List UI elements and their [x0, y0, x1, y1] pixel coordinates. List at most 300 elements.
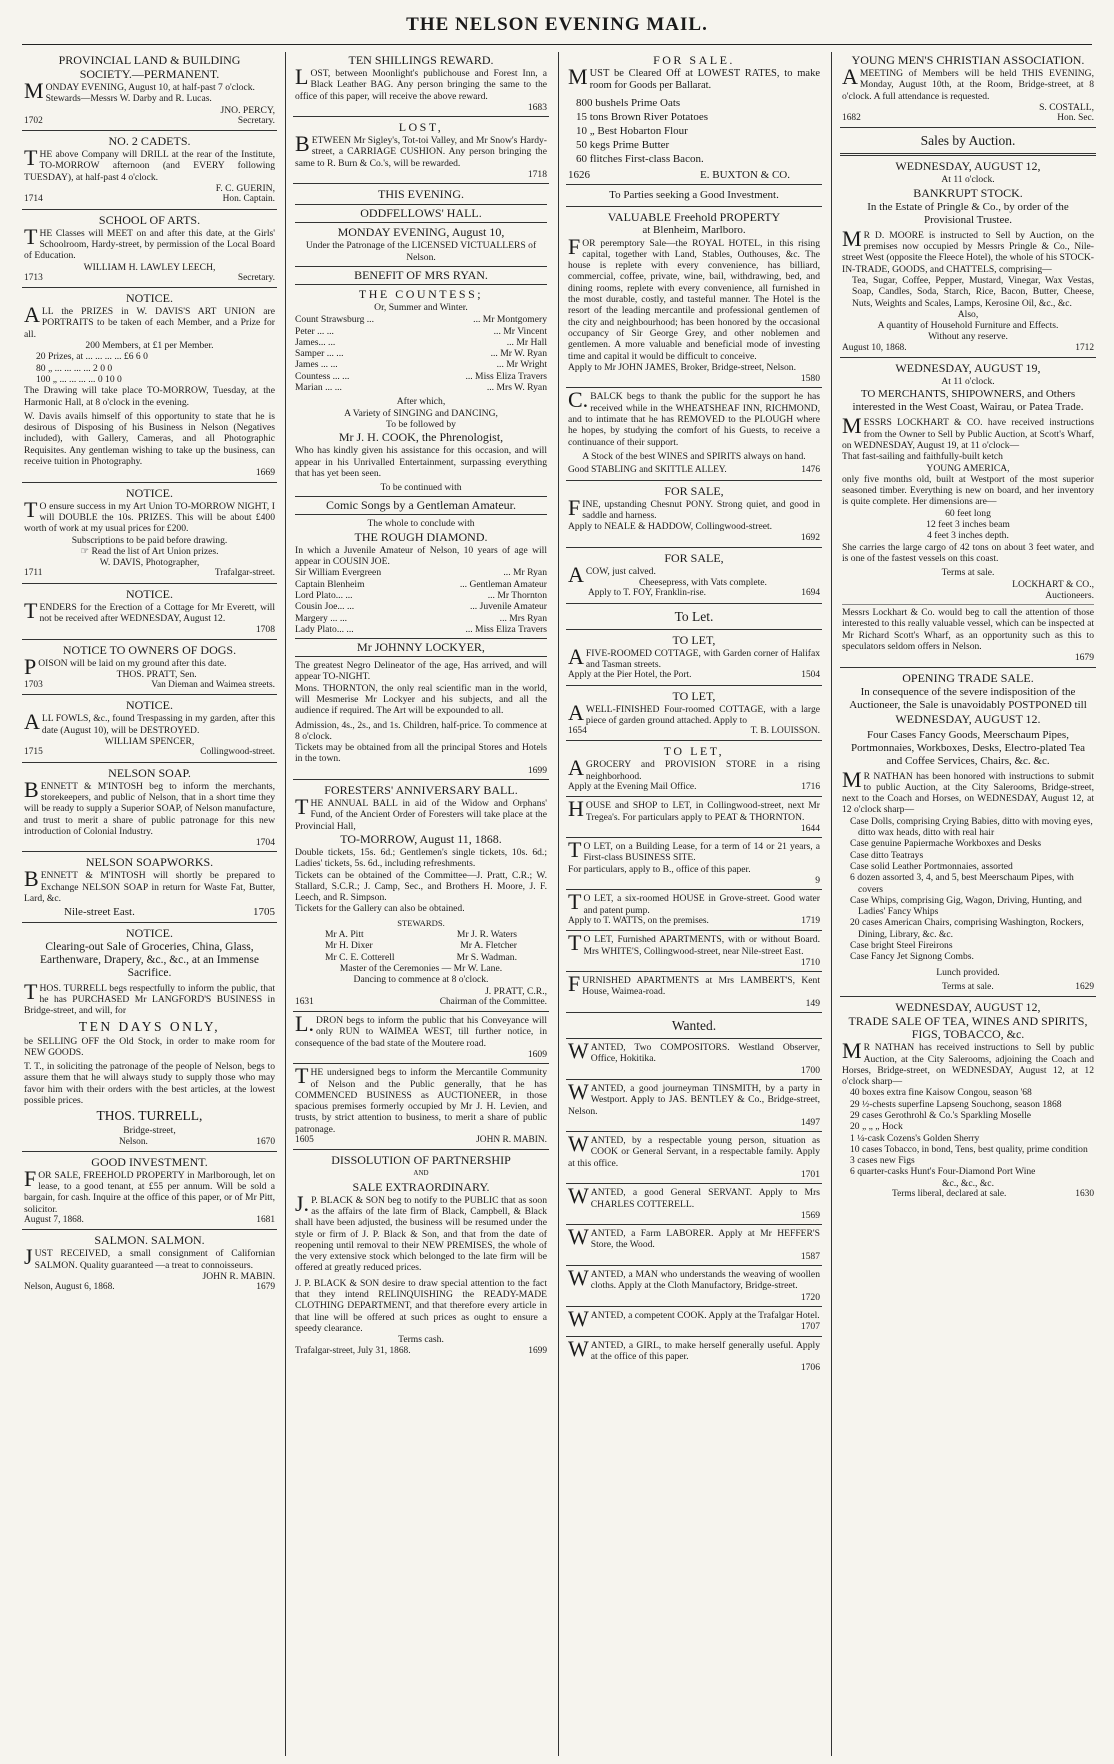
ad-body: WANTED, a GIRL, to make herself generally useful. Apply at the office of this paper. [568, 1335, 820, 1362]
ad-body: Terms at sale. [942, 981, 994, 992]
cast-list [295, 567, 547, 635]
masthead: THE NELSON EVENING MAIL. [406, 14, 708, 35]
cast-actor: ... Mr Vincent [493, 325, 547, 337]
ad-wanted-cook [566, 1305, 822, 1337]
dimension: 12 feet 3 inches beam [926, 519, 1010, 531]
ad-lead: In consequence of the severe indisposition of the Auctioneer, the Sale is unavoidably POSTPONED till [849, 685, 1087, 711]
ad-heading: VALUABLE Freehold PROPERTY [607, 210, 781, 225]
ad-lead: Four Cases Fancy Goods, Meerschaum Pipes, Portmonnaies, Workboxes, Desks, Electro-plated Tea and Coffee Services, Chairs, &c. &c. [850, 728, 1086, 767]
ad-heading: FOR SALE, [664, 483, 724, 498]
ad-heading: Comic Songs by a Gentleman Amateur. [295, 496, 547, 515]
ad-dissolution [293, 1152, 549, 1359]
ad-foresters-ball [293, 782, 549, 1012]
ad-body: MUST be Cleared Off at LOWEST RATES, to make room for Goods per Ballarat. [568, 64, 820, 91]
ad-cottage [566, 632, 822, 686]
ad-body: Master of the Ceremonies — Mr W. Lane. [339, 962, 503, 974]
produce-list [568, 96, 820, 166]
column-4 [840, 52, 1096, 1758]
ad-body: Apply to T. FOY, Franklin-rise. [588, 588, 706, 599]
ad-wanted-cook-servant [566, 1131, 822, 1184]
cast-role: Samper ... ... [295, 348, 344, 360]
ad-footer [24, 1282, 275, 1293]
ad-body: Good STABLING and SKITTLE ALLEY. [568, 465, 727, 476]
cast-role: Margery ... ... [295, 612, 348, 624]
ad-date: August 7, 1868. [24, 1215, 84, 1226]
ad-good-investment [22, 1154, 277, 1230]
ad-footer [24, 907, 275, 918]
cast-actor: ... Mrs Ryan [499, 612, 547, 624]
ad-number: 1702 [24, 115, 43, 126]
ad-number: 1670 [256, 1136, 275, 1147]
ad-footer [842, 982, 1094, 993]
ad-heading: To Parties seeking a Good Investment. [609, 189, 779, 202]
ad-footer [24, 273, 275, 284]
cast-actor: ... Mr W. Ryan [490, 348, 547, 360]
ad-body: THE Classes will MEET on and after this date, at the Girls' Schoolroom, Hardy-street, by permission of the Local Board of Education. [24, 223, 275, 262]
ad-number: 1683 [527, 101, 547, 113]
ad-body: Also, [957, 308, 979, 320]
ad-body: Apply to T. WATTS, on the premises. [568, 915, 709, 926]
goods-item: Case ditto Teatrays [850, 849, 924, 861]
steward: Mr A. Pitt [325, 929, 364, 941]
ad-body: FOR SALE, FREEHOLD PROPERTY in Marlborough, let on lease, to a good tenant, at £55 per annum. Will be sold a bargain, for cash. Inquire at the office of this paper, or of Mr Pitt, solicitor. [24, 1165, 275, 1215]
goods-item: 40 boxes extra fine Kaisow Congou, season '68 [850, 1087, 1032, 1099]
ad-role: Secretary. [237, 272, 275, 283]
cast-actor: ... Mrs W. Ryan [486, 382, 547, 394]
ad-footer [842, 1189, 1094, 1200]
goods-item: Case Fancy Jet Signong Combs. [850, 951, 974, 963]
goods-item: 29 cases Gerothrohl & Co.'s Sparkling Moselle [850, 1110, 1032, 1121]
cast-role: Count Strawsburg ... [295, 314, 374, 326]
ad-heading: LOST, [398, 120, 444, 135]
ad-heading: YOUNG AMERICA, [926, 462, 1010, 474]
ad-heading: GOOD INVESTMENT. [91, 1154, 208, 1169]
goods-item: 3 cases new Figs [850, 1155, 915, 1167]
ad-number: 1710 [800, 956, 820, 968]
ad-body: A quantity of Household Furniture and Effects. [877, 320, 1059, 332]
ad-body: AWELL-FINISHED Four-roomed COTTAGE, with a large piece of garden ground attached. Apply to [568, 699, 820, 726]
ad-number: 1681 [256, 1215, 275, 1226]
cast-actor: ... Miss Eliza Travers [465, 623, 547, 635]
ad-heading: TO LET, [672, 632, 716, 647]
ad-signature: WILLIAM SPENCER, [104, 736, 195, 748]
ad-footer [24, 1137, 275, 1148]
ad-lead: TO MERCHANTS, SHIPOWNERS, and Others interested in the West Coast, Wairau, or Patea Trade. [852, 388, 1084, 414]
ad-number: 1679 [256, 1282, 275, 1293]
ad-footer [842, 113, 1094, 124]
goods-item: 1 ¼-cask Cozens's Golden Sherry [850, 1132, 980, 1144]
ad-body: ALL the PRIZES in W. DAVIS'S ART UNION are PORTRAITS to be taken of each Member, and a Prize for all. [24, 302, 275, 340]
ad-heading: FOR SALE. [653, 53, 735, 67]
ad-number: 1707 [800, 1321, 820, 1333]
ad-body: Apply at the Pier Hotel, the Port. [568, 670, 692, 681]
ad-footer [24, 194, 275, 205]
ad-heading: THIS EVENING. [378, 187, 464, 202]
ad-number: 1711 [24, 568, 43, 579]
ad-oddfellows-hall [293, 186, 549, 780]
ad-lead: In the Estate of Pringle & Co., by order of the Provisional Trustee. [867, 200, 1069, 226]
ad-role: Hon. Sec. [1057, 113, 1094, 124]
ad-footer [295, 1346, 547, 1357]
section-heading: Wanted. [671, 1018, 717, 1034]
ad-number: 1712 [1075, 342, 1094, 353]
ad-body: 200 Members, at £1 per Member. [85, 340, 214, 352]
ad-heading: TO LET, [663, 744, 725, 759]
ad-body: Terms at sale. [941, 567, 995, 579]
column-divider [285, 52, 286, 1756]
cast-role: James ... ... [295, 359, 338, 371]
ad-number: 1714 [24, 194, 43, 205]
ad-number: 9 [815, 875, 820, 887]
ad-heading: NELSON SOAPWORKS. [85, 855, 214, 870]
ad-footer [24, 568, 275, 579]
ad-body: Tickets for the Gallery can also be obtained. [295, 903, 465, 915]
ad-body: MR NATHAN has been honored with instructions to submit to public Auction, at the City Salerooms, Bridge-street, next to the Coach and Horses, on WEDNESDAY, August 12, at 12 o'clock sharp— [842, 766, 1094, 816]
ad-number: 1720 [800, 1291, 820, 1303]
ad-body: In which a Juvenile Amateur of Nelson, 10 years of age will appear in COUSIN JOE. [295, 544, 547, 568]
cast-role: James... ... [295, 336, 336, 348]
ad-art-union-notice [22, 485, 277, 584]
ad-signature: E. BUXTON & CO. [700, 169, 790, 181]
ad-date: Trafalgar-street, July 31, 1868. [295, 1345, 411, 1356]
ad-body: WANTED, a good General SERVANT. Apply to Mrs CHARLES COTTERELL. [568, 1183, 820, 1210]
ad-body: A Stock of the best WINES and SPIRITS always on hand. [582, 450, 806, 462]
ad-heading: TO LET, [672, 688, 716, 703]
ad-role: Van Dieman and Waimea streets. [151, 680, 275, 691]
ad-number: 1569 [800, 1209, 820, 1221]
ad-body: FURNISHED APARTMENTS at Mrs LAMBERT'S, Kent House, Waimea-road. [568, 971, 820, 998]
ad-heading: TO-MORROW, August 11, 1868. [340, 831, 502, 846]
ad-body: MR NATHAN has received instructions to Sell by public Auction, at the City Salerooms, adjoining the Coach and Horses, Bridge-street, on WEDNESDAY, August 12, at 12 o'clock sharp— [842, 1038, 1094, 1088]
ad-body: Admission, 4s., 2s., and 1s. Children, half-price. To commence at 8 o'clock. [295, 719, 547, 742]
ad-wanted-girl [566, 1335, 822, 1377]
ad-number: 1708 [255, 624, 275, 636]
ad-number: 1705 [253, 906, 275, 919]
ad-body: MESSRS LOCKHART & CO. have received instructions from the Owner to Sell by Public Auction, at Scott's Wharf, on WEDNESDAY, August 19, at 11 o'clock— [842, 413, 1094, 451]
ad-body: To be continued with [380, 482, 462, 494]
ad-sub: Or, Summer and Winter. [374, 301, 468, 313]
cast-role: Cousin Joe... ... [295, 601, 355, 613]
ad-sub: AND [413, 1169, 429, 1178]
ad-body: THE above Company will DRILL at the rear of the Institute, TO-MORROW afternoon (and EVERY following TUESDAY), at half-past 4 o'clock. [24, 145, 275, 183]
cast-row [295, 579, 547, 590]
ad-signature: Nelson. [119, 1136, 148, 1147]
ad-sub: At 11 o'clock. [941, 174, 995, 186]
ad-number: 1654 [568, 726, 587, 737]
cast-row [295, 348, 547, 359]
ad-role: Chairman of the Committee. [439, 996, 547, 1007]
cast-row [295, 382, 547, 393]
ad-body: Tea, Sugar, Coffee, Pepper, Mustard, Vinegar, Wax Vestas, Soap, Candles, Soda, Starch, Rice, Bacon, Butter, Cheese, Nuts, Weights and Scales, Lamps, Kerosine Oil, &c., &c. [852, 274, 1094, 309]
ad-grove-street [566, 889, 822, 931]
ad-heading: WEDNESDAY, AUGUST 12, [895, 159, 1041, 174]
ad-heading: NOTICE. [126, 698, 173, 713]
ad-body: ACOW, just calved. [568, 561, 656, 587]
ad-body: Dancing to commence at 8 o'clock. [353, 974, 489, 986]
ad-body: WANTED, a competent COOK. Apply at the Trafalgar Hotel. [568, 1305, 820, 1331]
ad-body: AFIVE-ROOMED COTTAGE, with Garden corner of Halifax and Tasman streets. [568, 643, 820, 670]
ad-wanted-servant [566, 1183, 822, 1225]
ad-number: 1587 [800, 1250, 820, 1262]
ad-body: Tickets can be obtained of the Committee—J. Pratt, C.R.; W. Stallard, S.C.R.; J. Camp, Sec., and Brothers H. Moore, J. F. Leech, and R. Simpson. [295, 869, 547, 904]
ad-date: Nelson, August 6, 1868. [24, 1282, 115, 1293]
ad-number: 1692 [800, 532, 820, 544]
ad-sub: At 11 o'clock. [941, 376, 995, 388]
produce-item: 10 „ Best Hobarton Flour [576, 125, 688, 137]
ad-fowls [22, 697, 277, 762]
ad-body: TO ensure success in my Art Union TO-MORROW NIGHT, I will DOUBLE the 10s. PRIZES. This will be about £400 worth of work at my usual prices for £200. [24, 496, 275, 535]
ad-body: &c., &c., &c. [942, 1177, 994, 1189]
ad-heading: TRADE SALE OF TEA, WINES AND SPIRITS, FIGS, TOBACCO, &c. [848, 1014, 1088, 1042]
ad-body: WANTED, a Farm LABORER. Apply at Mr HEFFER'S Store, the Wood. [568, 1224, 820, 1251]
cast-role: Lord Plato... ... [295, 589, 353, 601]
cast-role: Peter ... ... [295, 325, 334, 337]
ad-wanted-laborer [566, 1224, 822, 1266]
ad-number: 1715 [24, 747, 43, 758]
ad-body: J.P. BLACK & SON beg to notify to the PUBLIC that as soon as the affairs of the late firm of Black, Campbell, & Black shall have been adjusted, the business will be resumed under the style or firm of J. P. Black & Son, and that from the date of reopening until removal to their NEW PREMISES, the whole of the very extensive stock which belonged to the late firm will be offered at greatly reduced prices. [295, 1190, 547, 1274]
ad-heading: SALMON. SALMON. [94, 1233, 205, 1248]
ad-wanted-compositors [566, 1038, 822, 1080]
steward: Mr S. Wadman. [456, 951, 517, 963]
ad-signature: JOHN R. MABIN. [476, 1135, 547, 1146]
ad-body: Lunch provided. [936, 966, 1000, 978]
ad-body: only five months old, built at Westport of the most superior seasoned timber. Everything is new on board, and her inventory is quite complete. Her dimensions are— [842, 473, 1094, 508]
ad-body: Apply to Mr JOHN JAMES, Broker, Bridge-street, Nelson. [568, 361, 796, 373]
ad-body: BENNETT & M'INTOSH beg to inform the merchants, storekeepers, and public of Nelson, that in a short time they will be ready to supply a Superior SOAP, of Nelson manufacture, and trust to merit a share of public patronage for this new introduction of Colonial Industry. [24, 776, 275, 837]
ad-body: FINE, upstanding Chesnut PONY. Strong quiet, and good in saddle and harness. [568, 494, 820, 521]
ad-body: Apply to NEALE & HADDOW, Collingwood-street. [568, 521, 773, 533]
goods-item: 10 cases Tobacco, in bond, Tens, best quality, prime condition [850, 1143, 1088, 1155]
ad-body: ☞ Read the list of Art Union prizes. [80, 545, 219, 557]
cast-row [295, 359, 547, 370]
ad-bankrupt-stock [840, 158, 1096, 358]
goods-item: Case genuine Papiermache Workboxes and Desks [850, 838, 1042, 850]
ad-heading: THE COUNTESS; [358, 286, 484, 301]
ad-signature: Nile-street East. [64, 906, 135, 919]
prize-row: 80 „ ... ... ... ... 2 0 0 [36, 362, 113, 374]
ad-body: BETWEEN Mr Sigley's, Tot-toi Valley, and Mr Snow's Hardy-street, a CARRIAGE CUSHION. Any person bringing the same to R. Burn & Co.'s, will be rewarded. [295, 131, 547, 169]
ad-heading: OPENING TRADE SALE. [902, 670, 1034, 685]
ad-clearing-sale [22, 925, 277, 1152]
column-2 [293, 52, 549, 1758]
produce-item: 50 kegs Prime Butter [576, 139, 670, 151]
ad-signature: T. B. LOUISSON. [750, 726, 820, 737]
ad-number: 1669 [255, 467, 275, 479]
ad-signature: J. PRATT, C.R., [485, 985, 547, 997]
ad-body: WANTED, a good journeyman TINSMITH, by a party in Westport. Apply to JAS. BENTLEY & Co., Bridge-street, Nelson. [568, 1078, 820, 1117]
ad-body: POISON will be laid on my ground after this date. [24, 653, 227, 679]
ad-footer [568, 782, 820, 793]
ad-footer [568, 465, 820, 476]
steward: Mr A. Fletcher [460, 940, 517, 952]
ad-heading: NOTICE TO OWNERS OF DOGS. [62, 642, 237, 657]
ad-wanted-weaver [566, 1265, 822, 1307]
ad-heading: THE ROUGH DIAMOND. [354, 529, 488, 544]
ad-signature: W. DAVIS, Photographer, [99, 557, 200, 569]
section-to-let [566, 606, 822, 630]
ad-body: MR D. MOORE is instructed to Sell by Auction, on the premises now occupied by Messrs Pringle & Co., Nile-street West (opposite the Fleece Hotel), the whole of his STOCK-IN-TRADE, GOODS, and CHATTELS, comprising— [842, 225, 1094, 275]
ad-number: 1682 [842, 113, 861, 124]
ad-number: 1504 [801, 670, 820, 681]
cast-actor: ... Mr Hall [506, 336, 547, 348]
ad-for-sale-produce [566, 52, 822, 185]
goods-item: 6 dozen assorted 3, 4, and 5, best Meerschaum Pipes, with covers [850, 872, 1074, 895]
ad-footer [295, 997, 547, 1008]
ad-body: be SELLING OFF the Old Stock, in order to make room for NEW GOODS. [24, 1035, 275, 1058]
ad-young-america [840, 360, 1096, 668]
cast-list [295, 314, 547, 393]
ad-signature: JOHN R. MABIN. [202, 1270, 275, 1282]
ad-role: Collingwood-street. [200, 747, 275, 758]
ad-body: Terms cash. [398, 1334, 444, 1346]
ad-body: AGROCERY and PROVISION STORE in a rising neighborhood. [568, 755, 820, 782]
ad-body: For particulars, apply to B., office of this paper. [568, 863, 751, 875]
goods-list [842, 816, 1094, 963]
ad-number: 1700 [800, 1064, 820, 1076]
ad-body: T. T., in soliciting the patronage of the people of Nelson, begs to assure them that he will always study to supply those who may favor him with their orders with the best articles, at the lowest possible prices. [24, 1061, 275, 1106]
column-1 [22, 52, 277, 1758]
ad-heading: NELSON SOAP. [108, 765, 191, 780]
ad-art-union [22, 290, 277, 482]
ad-number: 1626 [568, 169, 590, 181]
ad-body: W. Davis avails himself of this opportunity to state that he is desirous of Disposing of his Business in Nelson (Negatives included), with Gallery, Cameras, and all Photographic Requisites. Any gentleman wishing to take up the business, can receive tuition in Photography. [24, 410, 275, 468]
ad-body: WANTED, by a respectable young person, situation as COOK or General Servant, in a respectable family. Apply at this office. [568, 1131, 820, 1169]
ad-cadets [22, 133, 277, 209]
ad-lead: Clearing-out Sale of Groceries, China, Glass, Earthenware, Drapery, &c., &c., at an Immense Sacrifice. [40, 940, 259, 979]
ad-body: After which, [396, 396, 446, 408]
ad-body: A Variety of SINGING and DANCING, [344, 407, 498, 419]
ad-footer [24, 747, 275, 758]
ad-date: August 10, 1868. [842, 342, 907, 353]
ad-footer [568, 916, 820, 927]
ad-footer [24, 1215, 275, 1226]
ad-house-shop [566, 796, 822, 838]
ad-footer [568, 588, 820, 599]
ad-opening-trade-sale [840, 670, 1096, 998]
ad-body: Subscriptions to be paid before drawing. [71, 534, 228, 546]
ad-tea-sale [840, 999, 1096, 1203]
ad-heading: SCHOOL OF ARTS. [98, 212, 201, 227]
ad-heading: NOTICE. [126, 925, 173, 940]
goods-item: 29 ½-chests superfine Lapseng Souchong, season 1868 [850, 1098, 1062, 1110]
ad-number: 1476 [801, 465, 820, 476]
ad-body: Under the Patronage of the LICENSED VICTUALLERS of Nelson. [305, 240, 537, 263]
section-heading: Sales by Auction. [920, 133, 1016, 149]
ad-parties [566, 187, 822, 207]
ad-number: 1631 [295, 996, 314, 1007]
ad-number: 1580 [800, 373, 820, 385]
goods-item: 20 „ „ „ Hock [850, 1121, 903, 1133]
ad-body: L.DRON begs to inform the public that his Conveyance will only RUN to WAIMEA WEST, till further notice, in consequence of the bad state of the Moutere road. [295, 1011, 547, 1049]
ad-grocery-store [566, 743, 822, 797]
cast-row [295, 326, 547, 337]
ad-heading: ODDFELLOWS' HALL. [295, 204, 547, 223]
ad-body: JUST RECEIVED, a small consignment of Californian SALMON. Quality guaranteed —a treat to connoisseurs. [24, 1244, 275, 1271]
ad-number: 1716 [801, 781, 820, 792]
ad-body: THE ANNUAL BALL in aid of the Widow and Orphans' Fund, of the Ancient Order of Foresters will take place at the Provincial Hall, [295, 794, 547, 832]
ad-number: 1497 [800, 1116, 820, 1128]
ad-number: 1679 [1074, 652, 1094, 664]
cast-actor: ... Miss Eliza Travers [465, 370, 547, 382]
ad-body: The Drawing will take place TO-MORROW, Tuesday, at the Harmonic Hall, at 8 o'clock in the evening. [24, 385, 275, 408]
produce-item: 15 tons Brown River Potatoes [576, 111, 708, 123]
section-heading: To Let. [674, 608, 714, 624]
ad-signature: THOS. PRATT, Sen. [116, 668, 197, 680]
ad-heading: BANKRUPT STOCK. [913, 185, 1023, 200]
ad-signature: WILLIAM H. LAWLEY LEECH, [83, 261, 216, 273]
ad-footer [568, 726, 820, 737]
ad-heading: TEN SHILLINGS REWARD. [348, 53, 494, 67]
ad-lost [293, 119, 549, 184]
column-divider [558, 52, 559, 1756]
steward: Mr J. R. Waters [456, 929, 517, 941]
ad-body: The greatest Negro Delineator of the age, Has arrived, and will appear TO-NIGHT. [295, 660, 547, 683]
ad-body: THE undersigned begs to inform the Mercantile Community of Nelson and the Public generally, that he has COMMENCED BUSINESS as AUCTIONEER, in those spacious premises formerly occupied by Mr J. H. Levien, and trusts, by strict attention to business, to merit a share of public patronage. [295, 1063, 547, 1135]
section-sales-by-auction [840, 130, 1096, 156]
ad-body: Double tickets, 15s. 6d.; Gentlemen's single tickets, 10s. 6d.; Ladies' tickets, 5s. 6d., including refreshments. [295, 846, 547, 870]
dimension: 4 feet 3 inches depth. [927, 530, 1009, 542]
ad-role: Secretary. [237, 115, 275, 126]
ad-body: That fast-sailing and faithfully-built ketch [842, 451, 1003, 463]
masthead-rule [22, 44, 1092, 45]
ad-body: She carries the large cargo of 42 tons on about 3 feet water, and is one of the fastest vessels on this coast. [842, 541, 1094, 564]
ad-cow [566, 550, 822, 604]
ad-number: 1701 [800, 1169, 820, 1180]
ad-number: 1713 [24, 272, 43, 283]
ad-body: TO LET, a six-roomed HOUSE in Grove-street. Good water and patent pump. [568, 889, 820, 916]
ad-signature: LOCKHART & CO., [1012, 578, 1094, 590]
ad-signature: F. C. GUERIN, [215, 183, 275, 195]
ad-heading: NOTICE. [126, 586, 173, 601]
ad-heading: WEDNESDAY, AUGUST 19, [895, 361, 1041, 376]
ad-heading: FORESTERS' ANNIVERSARY BALL. [324, 783, 518, 798]
ad-dogs [22, 642, 277, 696]
ad-number: 1719 [801, 915, 820, 926]
ad-number: 1699 [528, 1345, 547, 1356]
steward-row [295, 929, 547, 940]
ad-body: TO LET, Furnished APARTMENTS, with or without Board. Mrs WHITE'S, Collingwood-street, near Nile-street East. [568, 930, 820, 957]
prize-row: 20 Prizes, at ... ... ... ... £6 6 0 [36, 351, 148, 363]
ad-heading: WEDNESDAY, AUGUST 12. [895, 711, 1041, 726]
goods-item: Case solid Leather Portmonnaies, assorted [850, 860, 1013, 872]
produce-item: 60 flitches First-class Bacon. [576, 153, 704, 165]
cast-role: Captain Blenheim [295, 578, 365, 590]
ad-sub: at Blenheim, Marlboro. [642, 224, 746, 237]
goods-item: Case bright Steel Fireirons [850, 940, 953, 952]
ad-number: 1609 [527, 1049, 547, 1060]
steward-row [295, 952, 547, 963]
ad-body: AMEETING of Members will be held THIS EVENING, Monday, August 10th, at the Room, Bridge-street, at 8 o'clock. A full attendance is requested. [842, 64, 1094, 102]
ad-building-lease [566, 837, 822, 890]
cast-role: Countess ... ... [295, 370, 350, 382]
ad-heading: YOUNG MEN'S CHRISTIAN ASSOCIATION. [851, 53, 1085, 67]
cast-actor: ... Mr Wright [496, 359, 547, 371]
ad-conveyance [293, 1011, 549, 1064]
goods-item: Case Whips, comprising Gig, Wagon, Driving, Hunting, and Ladies' Fancy Whips [850, 894, 1082, 918]
ad-body: Terms liberal, declared at sale. [892, 1189, 1007, 1200]
ad-heading: SOCIETY.—PERMANENT. [79, 67, 220, 81]
ad-heading: MONDAY EVENING, August 10, [337, 225, 505, 240]
column-3 [566, 52, 822, 1758]
ad-number: 149 [805, 997, 820, 1009]
prize-row: 100 „ ... ... ... ... 0 10 0 [36, 373, 122, 385]
ad-signature: Bridge-street, [123, 1125, 176, 1137]
ad-cottage-2 [566, 688, 822, 742]
cast-actor: ... Juvenile Amateur [470, 601, 547, 613]
ad-balck [566, 387, 822, 480]
column-divider [831, 52, 832, 1756]
ad-body: MONDAY EVENING, August 10, at half-past 7 o'clock. [24, 78, 255, 103]
